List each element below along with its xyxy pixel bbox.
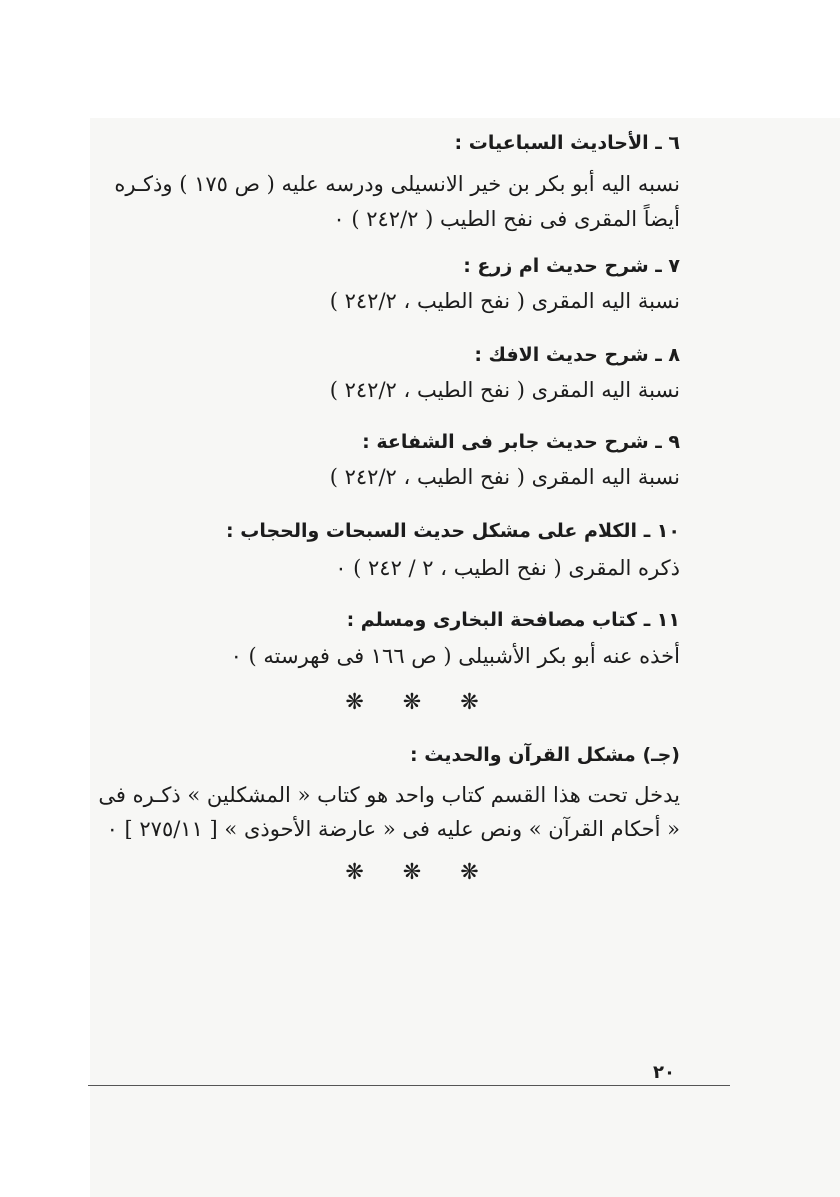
- section-9-line-1: نسبة اليه المقرى ( نفح الطيب ، ٢٤٢/٢ ): [329, 465, 680, 489]
- separator-stars-2: ❋ ❋ ❋: [345, 860, 495, 885]
- section-6-line-2: أيضاً المقرى فى نفح الطيب ( ٢٤٢/٢ ) ٠: [333, 207, 680, 231]
- section-11-line-1: أخذه عنه أبو بكر الأشبيلى ( ص ١٦٦ فى فهرسته ) ٠: [230, 644, 680, 668]
- section-heading-11: ١١ ـ كتاب مصافحة البخارى ومسلم :: [346, 609, 680, 631]
- section-8-line-1: نسبة اليه المقرى ( نفح الطيب ، ٢٤٢/٢ ): [329, 378, 680, 402]
- page-top-margin: [0, 0, 840, 118]
- section-heading-9: ٩ ـ شرح حديث جابر فى الشفاعة :: [362, 431, 680, 453]
- section-heading-10: ١٠ ـ الكلام على مشكل حديث السبحات والحجاب :: [226, 520, 680, 542]
- section-heading-7: ٧ ـ شرح حديث ام زرع :: [463, 255, 680, 277]
- footer-rule: [88, 1085, 730, 1086]
- page-number: ٢٠: [653, 1062, 675, 1083]
- section-heading-8: ٨ ـ شرح حديث الافك :: [474, 344, 680, 366]
- section-7-line-1: نسبة اليه المقرى ( نفح الطيب ، ٢٤٢/٢ ): [329, 289, 680, 313]
- separator-stars: ❋ ❋ ❋: [345, 690, 495, 715]
- section-6-line-1: نسبه اليه أبو بكر بن خير الانسيلى ودرسه عليه ( ص ١٧٥ ) وذكـره: [114, 172, 680, 196]
- section-10-line-1: ذكره المقرى ( نفح الطيب ، ٢ / ٢٤٢ ) ٠: [335, 556, 680, 580]
- section-c-line-1: يدخل تحت هذا القسم كتاب واحد هو كتاب « المشكلين » ذكـره فى: [98, 783, 680, 807]
- section-c-line-2: « أحكام القرآن » ونص عليه فى « عارضة الأحوذى » [ ٢٧٥/١١ ] ٠: [106, 817, 680, 841]
- section-heading-c: (جـ) مشكل القرآن والحديث :: [410, 744, 680, 766]
- section-heading-6: ٦ ـ الأحاديث السباعيات :: [454, 132, 680, 154]
